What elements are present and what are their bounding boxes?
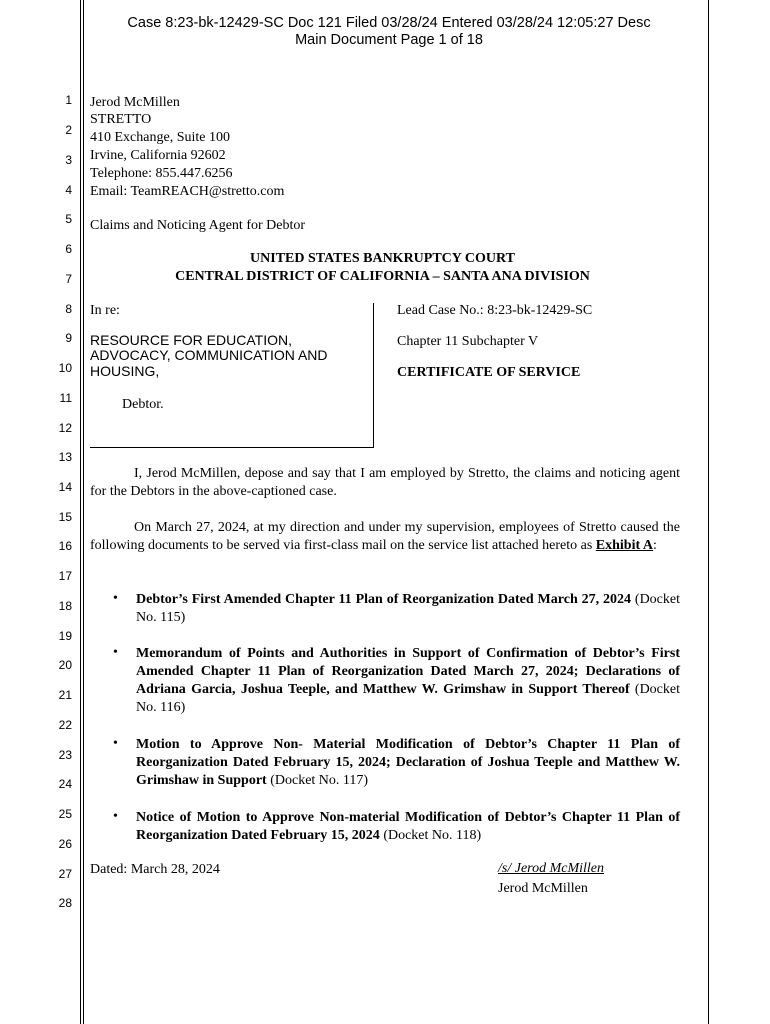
court-name: UNITED STATES BANKRUPTCY COURT bbox=[250, 251, 515, 266]
served-document-item bbox=[136, 736, 680, 790]
agent-address-line1: 410 Exchange, Suite 100 bbox=[90, 130, 230, 145]
header-page-line: Main Document Page 1 of 18 bbox=[295, 32, 483, 48]
left-margin-rule-inner bbox=[83, 0, 84, 1024]
debtor-name-line2: ADVOCACY, COMMUNICATION AND bbox=[90, 347, 328, 363]
served-document-title: Motion to Approve Non- Material Modification of Debtor’s Chapter 11 Plan of Reorganization Dated February 15, 2024; Declaration of Joshua Teeple and Matthew W. Grimshaw in Support bbox=[136, 737, 680, 788]
line-number: 6 bbox=[65, 242, 72, 256]
signature-name: Jerod McMillen bbox=[514, 861, 605, 876]
served-document-docket: (Docket No. 116) bbox=[136, 682, 680, 715]
debtor-name-line1: RESOURCE FOR EDUCATION, bbox=[90, 332, 292, 348]
agent-address-line2: Irvine, California 92602 bbox=[90, 148, 226, 163]
line-number: 4 bbox=[65, 183, 72, 197]
line-number: 25 bbox=[58, 807, 72, 821]
left-margin-rule bbox=[80, 0, 81, 1024]
dated-line: Dated: March 28, 2024 bbox=[90, 862, 220, 877]
declaration-paragraph: I, Jerod McMillen, depose and say that I am employed by Stretto, the claims and noticing agent for the Debtors in the above-captioned case. bbox=[90, 466, 680, 499]
line-number: 5 bbox=[65, 212, 72, 226]
bullet-icon: • bbox=[113, 645, 118, 660]
served-document-item bbox=[136, 591, 680, 627]
court-district: CENTRAL DISTRICT OF CALIFORNIA – SANTA ANA DIVISION bbox=[175, 269, 590, 284]
service-paragraph bbox=[90, 519, 680, 555]
line-number: 15 bbox=[58, 510, 72, 524]
agent-name: Jerod McMillen bbox=[90, 95, 180, 110]
agent-email: Email: TeamREACH@stretto.com bbox=[90, 184, 285, 199]
agent-telephone: Telephone: 855.447.6256 bbox=[90, 166, 233, 181]
signature-prefix: /s/ bbox=[498, 861, 515, 876]
line-number: 9 bbox=[65, 331, 72, 345]
agent-company: STRETTO bbox=[90, 112, 152, 127]
bullet-icon: • bbox=[113, 591, 118, 606]
line-number: 1 bbox=[65, 93, 72, 107]
served-document-item bbox=[136, 809, 680, 845]
right-margin-rule bbox=[708, 0, 709, 1024]
debtor-label: Debtor. bbox=[122, 397, 164, 412]
debtor-name-line3: HOUSING, bbox=[90, 363, 160, 379]
line-number: 23 bbox=[58, 748, 72, 762]
caption-vertical-rule bbox=[373, 303, 374, 448]
line-number: 11 bbox=[59, 391, 72, 405]
line-number: 2 bbox=[65, 123, 72, 137]
line-number: 18 bbox=[58, 599, 72, 613]
line-number: 19 bbox=[58, 629, 72, 643]
header-case-line: Case 8:23-bk-12429-SC Doc 121 Filed 03/28/24 Entered 03/28/24 12:05:27 Desc bbox=[127, 15, 651, 31]
served-document-docket: (Docket No. 118) bbox=[379, 828, 482, 843]
caption-horizontal-rule bbox=[90, 447, 374, 448]
line-number: 17 bbox=[58, 569, 72, 583]
exhibit-reference: Exhibit A bbox=[595, 538, 653, 553]
exhibit-colon: : bbox=[653, 538, 657, 553]
caption-in-re: In re: bbox=[90, 303, 120, 318]
electronic-signature bbox=[498, 861, 604, 877]
line-number: 3 bbox=[65, 153, 72, 167]
line-number: 27 bbox=[58, 867, 72, 881]
line-number: 28 bbox=[58, 896, 72, 910]
ecf-header bbox=[89, 15, 689, 49]
served-document-title: Memorandum of Points and Authorities in Support of Confirmation of Debtor’s First Amended Chapter 11 Plan of Reorganization Dated March 27, 2024; Declarations of Adriana Garcia, Joshua Teeple, and Matthew W. Grimshaw in Support Thereof bbox=[136, 646, 680, 697]
served-document-item bbox=[136, 645, 680, 717]
served-document-title: Debtor’s First Amended Chapter 11 Plan of Reorganization Dated March 27, 2024 bbox=[136, 592, 632, 607]
line-number: 8 bbox=[65, 302, 72, 316]
document-title: CERTIFICATE OF SERVICE bbox=[397, 365, 581, 380]
chapter-label: Chapter 11 Subchapter V bbox=[397, 334, 539, 349]
line-number: 20 bbox=[58, 658, 72, 672]
service-paragraph-text: On March 27, 2024, at my direction and under my supervision, employees of Stretto caused the following documents to be served via first-class mail on the service list attached hereto as bbox=[90, 520, 680, 553]
line-number: 24 bbox=[58, 777, 72, 791]
bullet-icon: • bbox=[113, 736, 118, 751]
line-number: 14 bbox=[58, 480, 72, 494]
line-number: 16 bbox=[58, 539, 72, 553]
printed-name: Jerod McMillen bbox=[498, 881, 588, 896]
line-number: 26 bbox=[58, 837, 72, 851]
line-number: 13 bbox=[58, 450, 72, 464]
served-document-docket: (Docket No. 117) bbox=[266, 773, 369, 788]
line-number: 10 bbox=[58, 361, 72, 375]
served-document-docket: (Docket No. 115) bbox=[136, 592, 680, 625]
line-number: 12 bbox=[58, 421, 72, 435]
case-number: Lead Case No.: 8:23-bk-12429-SC bbox=[397, 303, 593, 318]
served-document-title: Notice of Motion to Approve Non-material Modification of Debtor’s Chapter 11 Plan of Reorganization Dated February 15, 2024 bbox=[136, 810, 680, 843]
line-number: 21 bbox=[58, 688, 72, 702]
line-number: 22 bbox=[58, 718, 72, 732]
agent-role: Claims and Noticing Agent for Debtor bbox=[90, 218, 306, 233]
bullet-icon: • bbox=[113, 809, 118, 824]
line-number: 7 bbox=[65, 272, 72, 286]
